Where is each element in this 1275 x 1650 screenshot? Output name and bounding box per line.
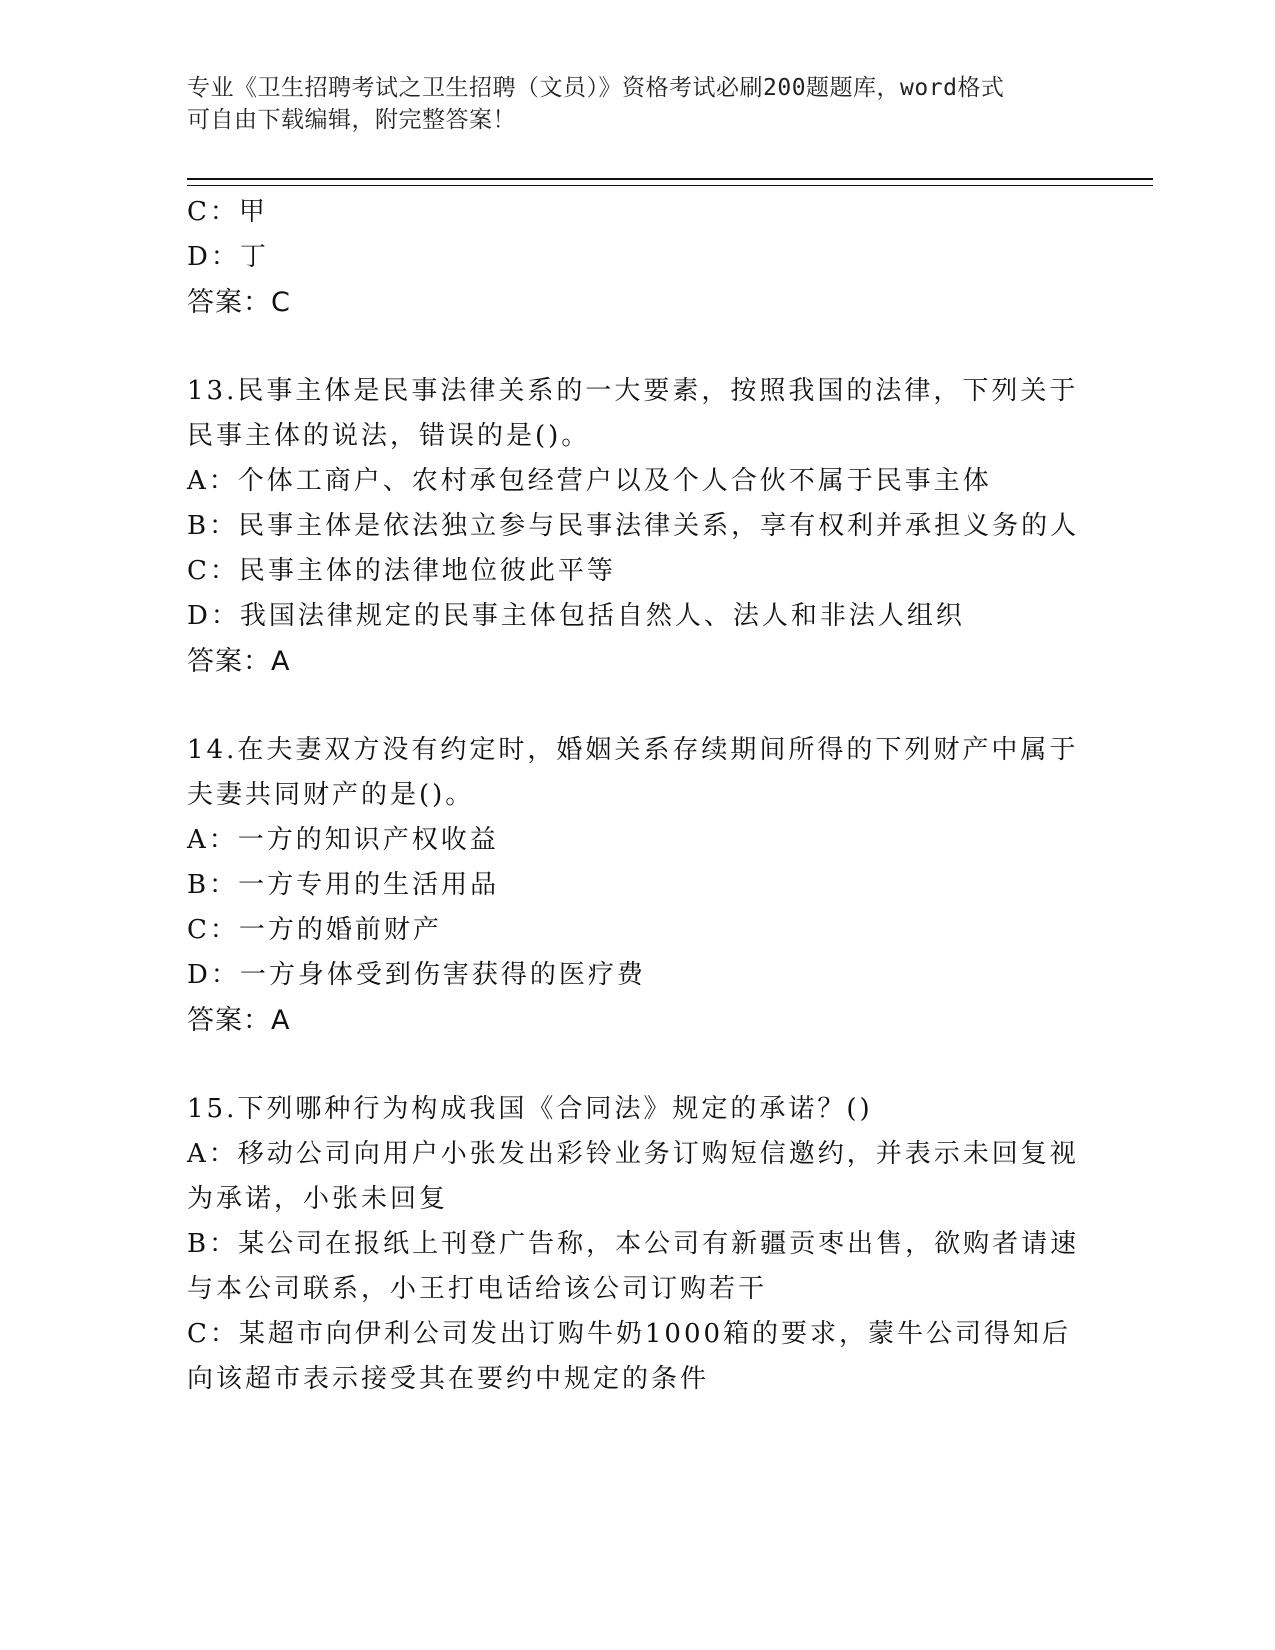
question-12-tail — [187, 190, 1087, 325]
option-a-cont: 为承诺，小张未回复 — [187, 1184, 449, 1214]
question-stem-cont: 夫妻共同财产的是()。 — [187, 780, 475, 810]
question-14 — [187, 728, 1087, 1043]
question-stem: 15.下列哪种行为构成我国《合同法》规定的承诺？() — [187, 1094, 873, 1124]
question-stem-cont: 民事主体的说法，错误的是()。 — [187, 421, 591, 451]
option-a: A：个体工商户、农村承包经营户以及个人合伙不属于民事主体 — [187, 466, 992, 496]
option-c: C：某超市向伊利公司发出订购牛奶1000箱的要求，蒙牛公司得知后 — [187, 1319, 1072, 1349]
option-a: A：移动公司向用户小张发出彩铃业务订购短信邀约，并表示未回复视 — [187, 1139, 1079, 1169]
answer-line: 答案：C — [187, 287, 291, 318]
option-c: C：甲 — [187, 197, 268, 227]
spacer — [187, 325, 1087, 369]
option-b: B：一方专用的生活用品 — [187, 870, 500, 900]
header-divider-thin — [187, 185, 1153, 186]
header-line-1: 专业《卫生招聘考试之卫生招聘（文员）》资格考试必刷200题题库，word格式 — [187, 75, 1005, 101]
question-stem: 14.在夫妻双方没有约定时，婚姻关系存续期间所得的下列财产中属于 — [187, 735, 1079, 765]
header-divider-thick — [187, 178, 1153, 180]
question-15 — [187, 1087, 1087, 1402]
option-a: A：一方的知识产权收益 — [187, 825, 499, 855]
option-d: D：我国法律规定的民事主体包括自然人、法人和非法人组织 — [187, 601, 965, 631]
option-b: B：某公司在报纸上刊登广告称，本公司有新疆贡枣出售，欲购者请速 — [187, 1229, 1080, 1259]
answer-line: 答案：A — [187, 1005, 291, 1036]
option-b: B：民事主体是依法独立参与民事法律关系，享有权利并承担义务的人 — [187, 511, 1080, 541]
document-header — [187, 72, 1067, 136]
answer-line: 答案：A — [187, 646, 291, 677]
option-c-cont: 向该超市表示接受其在要约中规定的条件 — [187, 1364, 710, 1394]
option-b-cont: 与本公司联系，小王打电话给该公司订购若干 — [187, 1274, 768, 1304]
document-body — [187, 190, 1087, 1402]
option-c: C：一方的婚前财产 — [187, 915, 442, 945]
question-stem: 13.民事主体是民事法律关系的一大要素，按照我国的法律，下列关于 — [187, 376, 1079, 406]
option-c: C：民事主体的法律地位彼此平等 — [187, 556, 616, 586]
question-13 — [187, 369, 1087, 684]
option-d: D：丁 — [187, 242, 269, 272]
header-line-2: 可自由下载编辑，附完整答案！ — [187, 107, 516, 133]
spacer — [187, 684, 1087, 728]
option-d: D：一方身体受到伤害获得的医疗费 — [187, 960, 646, 990]
spacer — [187, 1043, 1087, 1087]
